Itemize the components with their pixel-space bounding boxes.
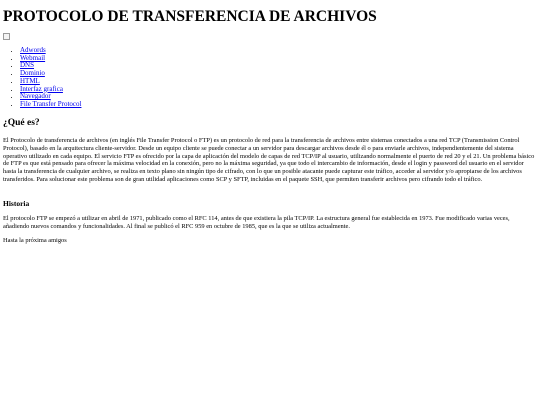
nav-link-html[interactable]: HTML: [20, 76, 40, 85]
closing-text: Hasta la próxima amigos: [3, 237, 67, 244]
nav-link-navegador[interactable]: Navegador: [20, 92, 51, 101]
nav-link-dominio[interactable]: Dominio: [20, 69, 45, 78]
section-text-que-es: El Protocolo de transferencia de archivos (en inglés File Transfer Protocol o FTP) es un protocolo de red para la transferencia de archivos entre sistemas conectados a una red TCP (Transmission Control Protocol), basado en la arquitectura cliente-servidor. Desde un equipo cliente se puede conectar a un servidor para descargar archivos desde él o para enviarle archivos, independientemente del sistema operativo utilizado en cada equipo. El servicio FTP es ofrecido por la capa de aplicación del modelo de capas de red TCP/IP al usuario, utilizando normalmente el puerto de red 20 y el 21. Un problema básico de FTP es que está pensado para ofrecer la máxima velocidad en la conexión, pero no la máxima seguridad, ya que todo el intercambio de información, desde el login y password del usuario en el servidor hasta la transferencia de cualquier archivo, se realiza en texto plano sin ningún tipo de cifrado, con lo que un posible atacante puede capturar este tráfico, acceder al servidor y/o apropiarse de los archivos transferidos. Para solucionar este problema son de gran utilidad aplicaciones como SCP y SFTP, incluidas en el paquete SSH, que permiten transferir archivos pero cifrando todo el tráfico.: [3, 137, 535, 183]
broken-image-icon: [3, 33, 10, 40]
nav-link-dns[interactable]: DNS: [20, 61, 35, 70]
section-heading-historia: Historia: [3, 199, 30, 208]
nav-link-interfaz-grafica[interactable]: Interfaz grafica: [20, 84, 63, 93]
section-heading-que-es: ¿Qué es?: [3, 118, 40, 128]
nav-list: [20, 47, 81, 109]
nav-link-adwords[interactable]: Adwords: [20, 46, 46, 54]
nav-item: [20, 101, 81, 109]
nav-link-webmail[interactable]: Webmail: [20, 53, 46, 62]
nav-link-file-transfer-protocol[interactable]: File Transfer Protocol: [20, 99, 82, 108]
page-title: PROTOCOLO DE TRANSFERENCIA DE ARCHIVOS: [3, 8, 377, 25]
section-text-historia: El protocolo FTP se empezó a utilizar en abril de 1971, publicado como el RFC 114, antes de que existiera la pila TCP/IP. La estructura general fue establecida en 1973. Fue modificado varias veces, añadiendo nuevos comandos y funcionalidades. Al final se publicó el RFC 959 en octubre de 1985, que es la que se utiliza actualmente.: [3, 215, 510, 230]
